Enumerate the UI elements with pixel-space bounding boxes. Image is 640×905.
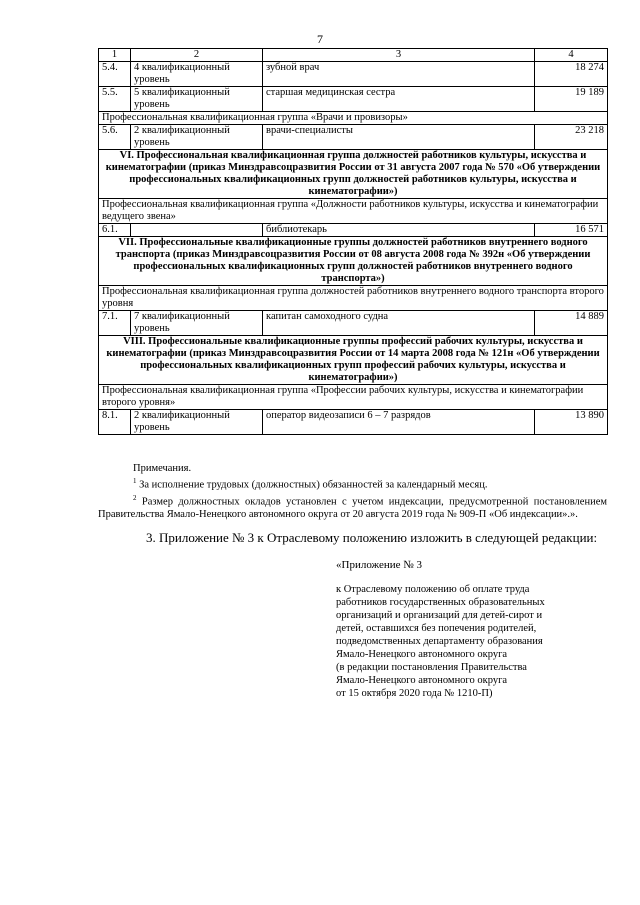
section-title: VIII. Профессиональные квалификационные группы профессий рабочих культуры, искусства и кинематографии (приказ Минздравсоцразвития России от 14 марта 2008 года № 121н «Об утверждении профессиональных квалификационных групп профессий рабочих культуры, искусства и кинематографии»)	[99, 336, 608, 385]
page-number: 7	[317, 32, 323, 46]
row-number: 5.5.	[99, 87, 131, 112]
appendix-line: Ямало-Ненецкого автономного округа	[336, 649, 508, 660]
appendix-line: подведомственных департаменту образования	[336, 636, 543, 647]
section-title: VI. Профессиональная квалификационная группа должностей работников культуры, искусства и кинематографии (приказ Минздравсоцразвития России от 31 августа 2007 года № 570 «Об утверждении профессиональных квалификационных групп должностей работников культуры, искусства и кинематографии»)	[99, 150, 608, 199]
salary-value: 16 571	[535, 224, 608, 237]
appendix-line: работников государственных образовательных	[336, 597, 545, 608]
group-row	[99, 385, 608, 410]
section-row	[99, 237, 608, 286]
header-cell: 3	[263, 49, 535, 62]
group-title: Профессиональная квалификационная группа должностей работников внутреннего водного транспорта второго уровня	[99, 286, 608, 311]
appendix-title: «Приложение № 3	[336, 559, 423, 571]
position-name: оператор видеозаписи 6 – 7 разрядов	[263, 410, 535, 435]
section-title: VII. Профессиональные квалификационные группы должностей работников внутреннего водного транспорта (приказ Минздравсоцразвития России от 08 августа 2008 года № 392н «Об утверждении профессиональных квалификационных групп должностей работников внутреннего водного транспорта»)	[99, 237, 608, 286]
table-row	[99, 410, 608, 435]
notes-title: Примечания.	[133, 463, 192, 474]
note-2-text: Размер должностных окладов установлен с учетом индексации, предусмотренной постановлением Правительства Ямало-Ненецкого автономного округа от 20 августа 2019 года № 909-П «Об индексации».».	[98, 496, 607, 520]
group-row	[99, 112, 608, 125]
position-name: капитан самоходного судна	[263, 311, 535, 336]
group-title: Профессиональная квалификационная группа «Врачи и провизоры»	[99, 112, 608, 125]
section-row	[99, 150, 608, 199]
appendix-line: организаций и организаций для детей-сирот и	[336, 610, 543, 621]
header-cell: 2	[131, 49, 263, 62]
appendix-line: к Отраслевому положению об оплате труда	[336, 584, 530, 595]
section-row	[99, 336, 608, 385]
position-name: старшая медицинская сестра	[263, 87, 535, 112]
salary-value: 19 189	[535, 87, 608, 112]
note-2	[98, 492, 607, 522]
row-number: 5.6.	[99, 125, 131, 150]
appendix-line: от 15 октября 2020 года № 1210-П)	[336, 688, 493, 699]
qualification-level: 5 квалификационный уровень	[131, 87, 263, 112]
salary-table	[98, 48, 608, 435]
notes-block	[98, 462, 607, 521]
note-1	[98, 475, 607, 492]
group-title: Профессиональная квалификационная группа «Должности работников культуры, искусства и кинематографии ведущего звена»	[99, 199, 608, 224]
row-number: 5.4.	[99, 62, 131, 87]
appendix-line: (в редакции постановления Правительства	[336, 662, 527, 673]
group-row	[99, 286, 608, 311]
table-row	[99, 62, 608, 87]
row-number: 7.1.	[99, 311, 131, 336]
row-number: 6.1.	[99, 224, 131, 237]
note-2-mark: 2	[133, 493, 137, 502]
qualification-level: 2 квалификационный уровень	[131, 125, 263, 150]
position-name: библиотекарь	[263, 224, 535, 237]
qualification-level: 2 квалификационный уровень	[131, 410, 263, 435]
table-row	[99, 311, 608, 336]
salary-value: 13 890	[535, 410, 608, 435]
salary-value: 23 218	[535, 125, 608, 150]
qualification-level	[131, 224, 263, 237]
note-1-text: За исполнение трудовых (должностных) обязанностей за календарный месяц.	[136, 479, 488, 491]
table-row	[99, 87, 608, 112]
group-row	[99, 199, 608, 224]
item-3-paragraph: 3. Приложение № 3 к Отраслевому положению изложить в следующей редакции:	[146, 530, 598, 545]
position-name: врачи-специалисты	[263, 125, 535, 150]
qualification-level: 4 квалификационный уровень	[131, 62, 263, 87]
salary-value: 18 274	[535, 62, 608, 87]
table-row	[99, 125, 608, 150]
salary-value: 14 889	[535, 311, 608, 336]
appendix-body	[336, 583, 596, 700]
header-cell: 4	[535, 49, 608, 62]
note-1-mark: 1	[133, 477, 137, 485]
row-number: 8.1.	[99, 410, 131, 435]
table-header-row	[99, 49, 608, 62]
appendix-line: Ямало-Ненецкого автономного округа	[336, 675, 508, 686]
appendix-line: детей, оставшихся без попечения родителей,	[336, 623, 537, 634]
qualification-level: 7 квалификационный уровень	[131, 311, 263, 336]
group-title: Профессиональная квалификационная группа «Профессии рабочих культуры, искусства и кинематографии второго уровня»	[99, 385, 608, 410]
header-cell: 1	[99, 49, 131, 62]
position-name: зубной врач	[263, 62, 535, 87]
table-row	[99, 224, 608, 237]
